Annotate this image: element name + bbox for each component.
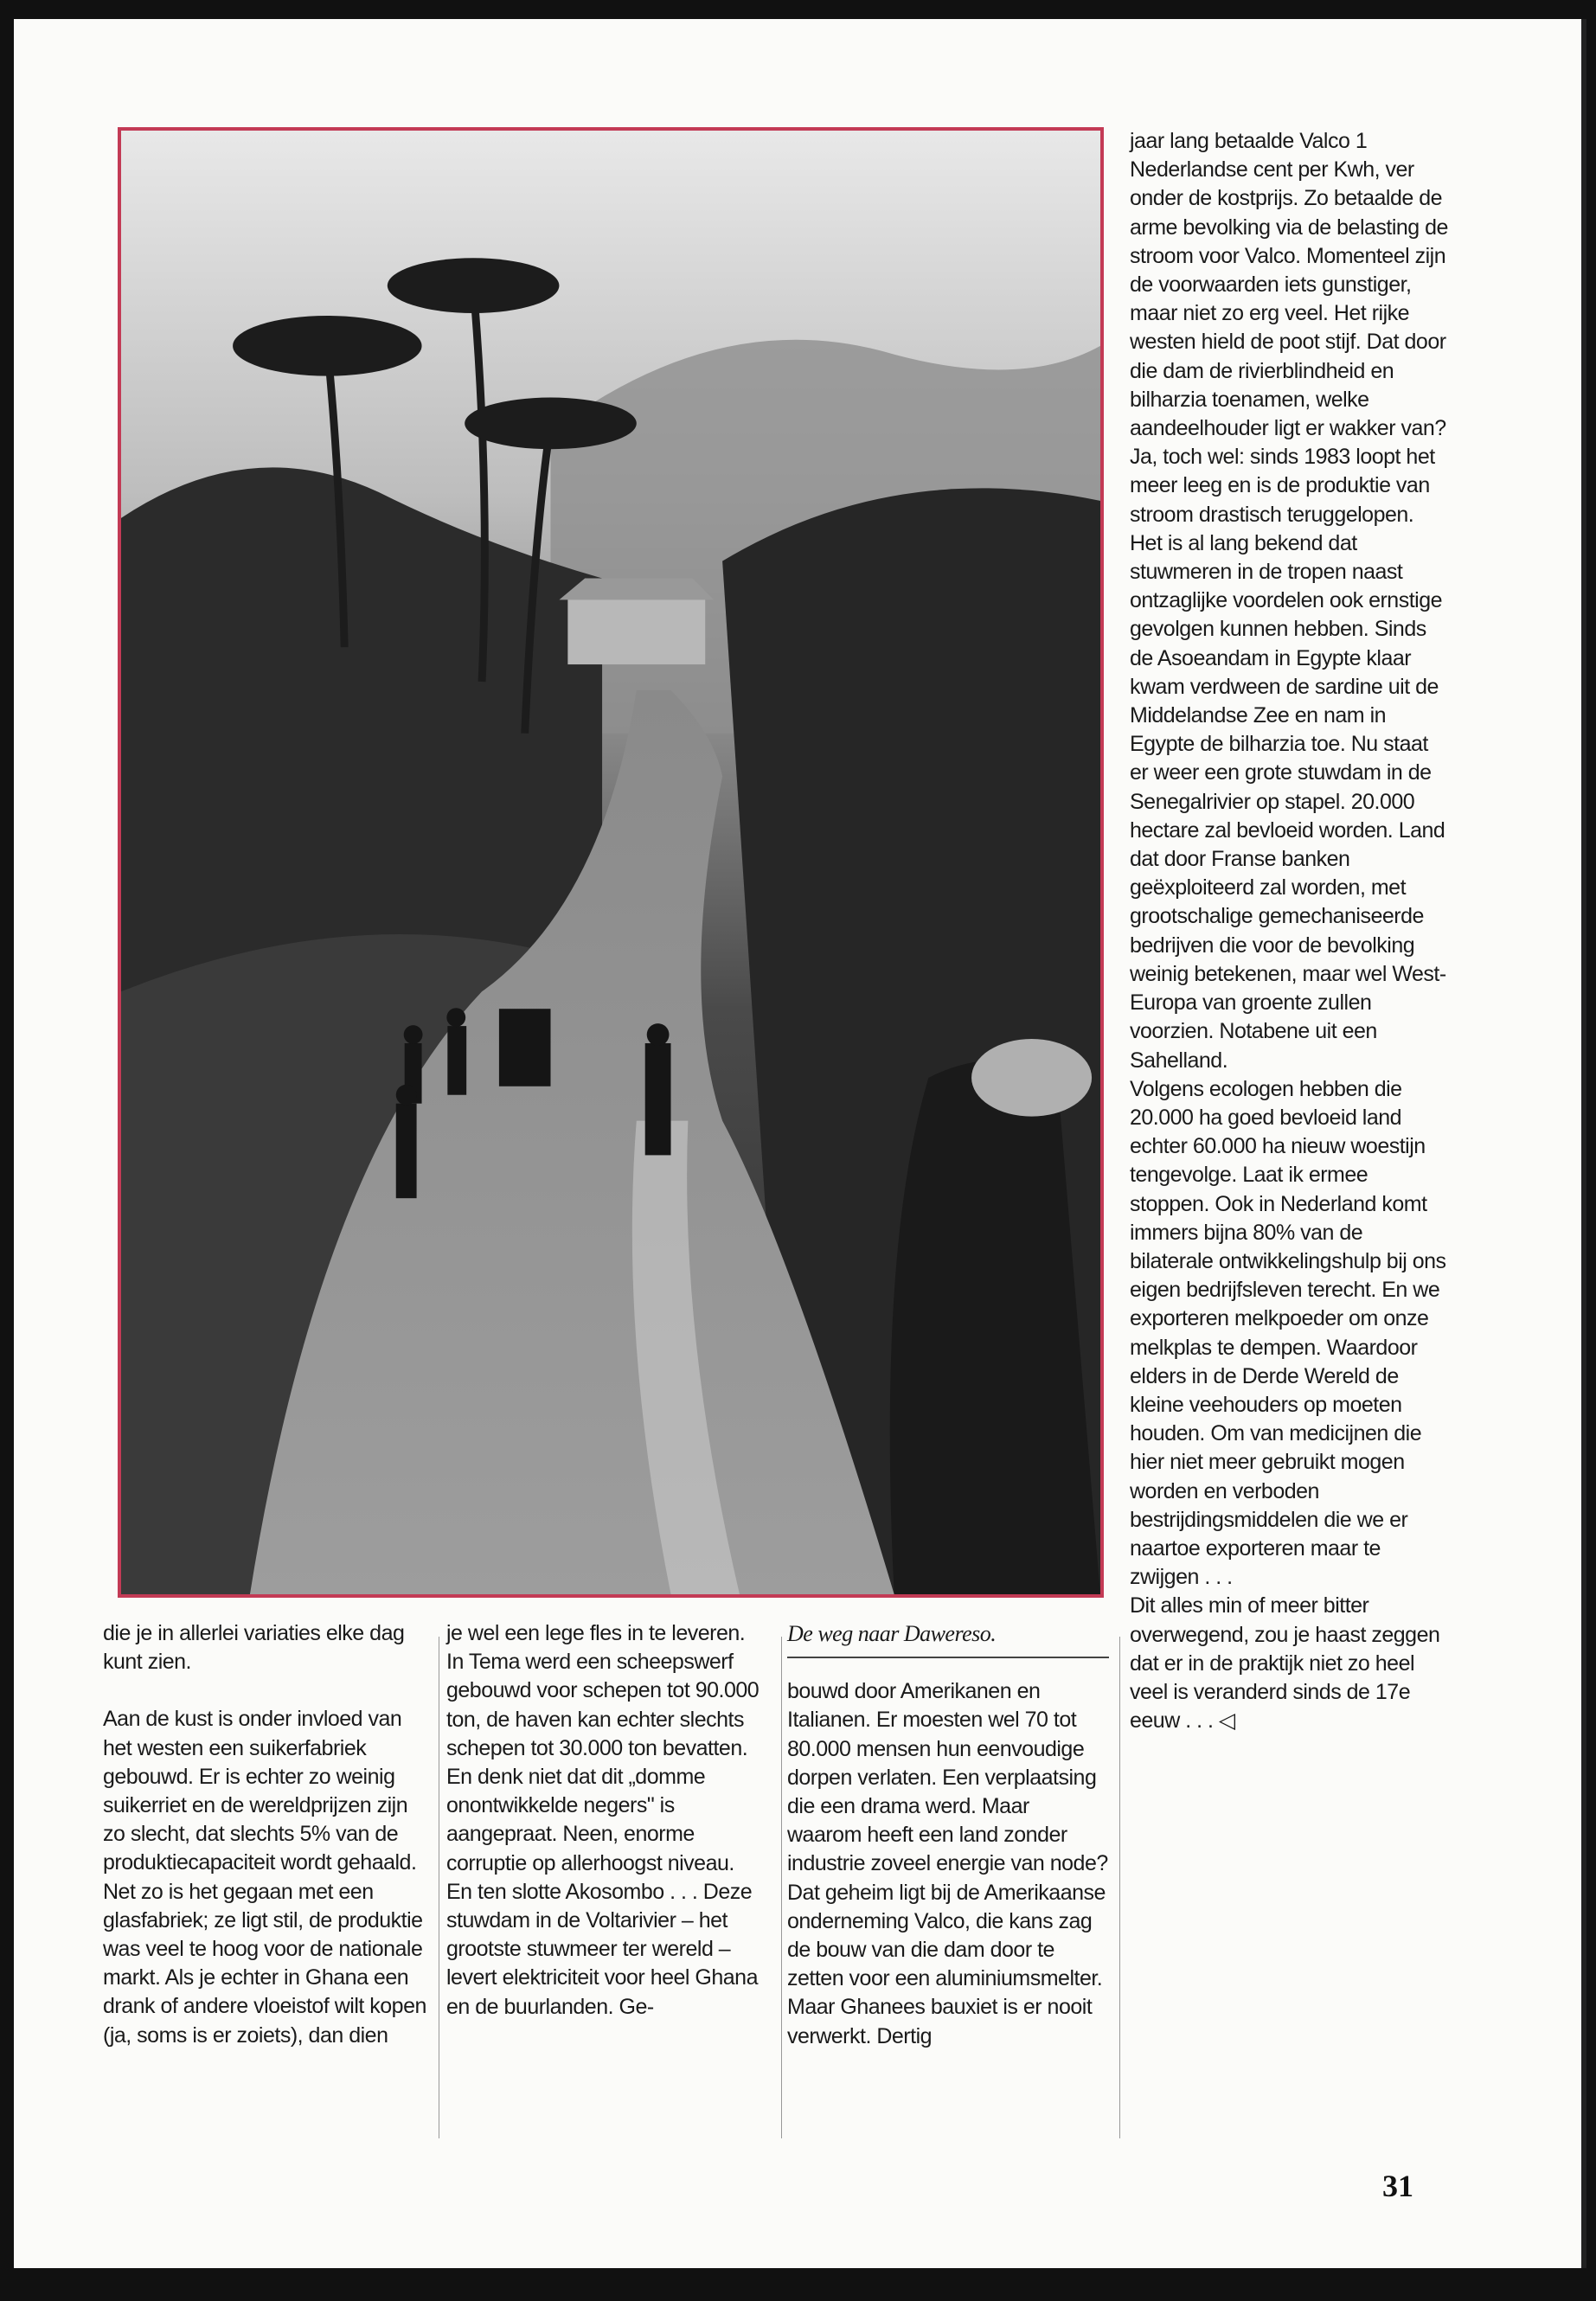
page-number: 31 — [1382, 2169, 1413, 2203]
paragraph: Dat geheim ligt bij de Amerikaanse onderneming Valco, die kans zag de bouw van die dam door te zetten voor een aluminiumsmelter. Maar Ghanees bauxiet is er nooit verwerkt. Dertig — [787, 1880, 1106, 2048]
photo-caption: De weg naar Dawereso. — [787, 1619, 1109, 1658]
column-divider — [1119, 1637, 1120, 2138]
text-column-4 — [1130, 127, 1452, 1735]
column-divider — [781, 1637, 782, 2138]
magazine-page — [14, 19, 1586, 2268]
paragraph: die je in allerlei variaties elke dag kunt zien. — [103, 1621, 405, 1675]
paragraph: In Tema werd een scheepswerf gebouwd voor schepen tot 90.000 ton, de haven kan echter slechts schepen tot 30.000 ton bevatten. En denk niet dat dit „domme onontwikkelde negers" is aangepraat. Neen, enorme corruptie op allerhoogst niveau. — [446, 1650, 760, 1875]
landscape-photo-icon — [121, 131, 1100, 1594]
paragraph: je wel een lege fles in te leveren. — [446, 1621, 746, 1645]
paragraph: En ten slotte Akosombo . . . Deze stuwdam in de Voltarivier – het grootste stuwmeer ter wereld – levert elektriciteit voor heel Ghana en de buurlanden. Ge- — [446, 1879, 758, 2019]
paragraph: Dit alles min of meer bitter overwegend, zou je haast zeggen dat er in de praktijk niet zo heel veel is veranderd sinds de 17e eeuw . . . ◁ — [1130, 1593, 1440, 1734]
photo-road-to-dawereso — [118, 127, 1104, 1598]
text-column-3 — [787, 1619, 1109, 2051]
paragraph: Volgens ecologen hebben die 20.000 ha goed bevloeid land echter 60.000 ha nieuw woestijn tengevolge. Laat ik ermee stoppen. Ook in Nederland komt immers bijna 80% van de bilaterale ontwikkelingshulp bij ons eigen bedrijfsleven terecht. En we exporteren melkpoeder om onze melkplas te dempen. Waardoor elders in de Derde Wereld de kleine veehouders op moeten houden. Om van medicijnen die hier niet meer gebruikt mogen worden en verboden bestrijdingsmiddelen die we er naartoe exporteren maar te zwijgen . . . — [1130, 1076, 1446, 1590]
text-column-1 — [103, 1619, 432, 2050]
paragraph: bouwd door Amerikanen en Italianen. Er moesten wel 70 tot 80.000 mensen hun eenvoudige dorpen verlaten. Een verplaatsing die een drama werd. Maar waarom heeft een land zonder industrie zoveel energie van node? — [787, 1679, 1108, 1876]
paragraph: jaar lang betaalde Valco 1 Nederlandse cent per Kwh, ver onder de kostprijs. Zo betaalde de arme bevolking via de belasting de stroom voor Valco. Momenteel zijn de voorwaarden iets gunstiger, maar niet zo erg veel. Het rijke westen hield de poot stijf. Dat door die dam de rivierblindheid en bilharzia toenamen, welke aandeelhouder ligt er wakker van? Ja, toch wel: sinds 1983 loopt het meer leeg en is de produktie van stroom drastisch teruggelopen. — [1130, 129, 1448, 527]
text-column-2 — [446, 1619, 775, 2022]
paragraph: Aan de kust is onder invloed van het westen een suikerfabriek gebouwd. Er is echter zo weinig suikerriet en de wereldprijzen zijn zo slecht, dat slechts 5% van de produktiecapaciteit wordt gehaald. Net zo is het gegaan met een glasfabriek; ze ligt stil, de produktie was veel te hoog voor de nationale markt. Als je echter in Ghana een drank of andere vloeistof wilt kopen (ja, soms is er zoiets), dan dien — [103, 1707, 426, 2048]
paragraph: Het is al lang bekend dat stuwmeren in de tropen naast ontzaglijke voordelen ook ernstige gevolgen kunnen hebben. Sinds de Asoeandam in Egypte klaar kwam verdween de sardine uit de Middelandse Zee en nam in Egypte de bilharzia toe. Nu staat er weer een grote stuwdam in de Senegalrivier op stapel. 20.000 hectare zal bevloeid worden. Land dat door Franse banken geëxploiteerd zal worden, met grootschalige gemechaniseerde bedrijven die voor de bevolking weinig betekenen, maar wel West-Europa van groente zullen voorzien. Notabene uit een Sahelland. — [1130, 530, 1446, 1073]
